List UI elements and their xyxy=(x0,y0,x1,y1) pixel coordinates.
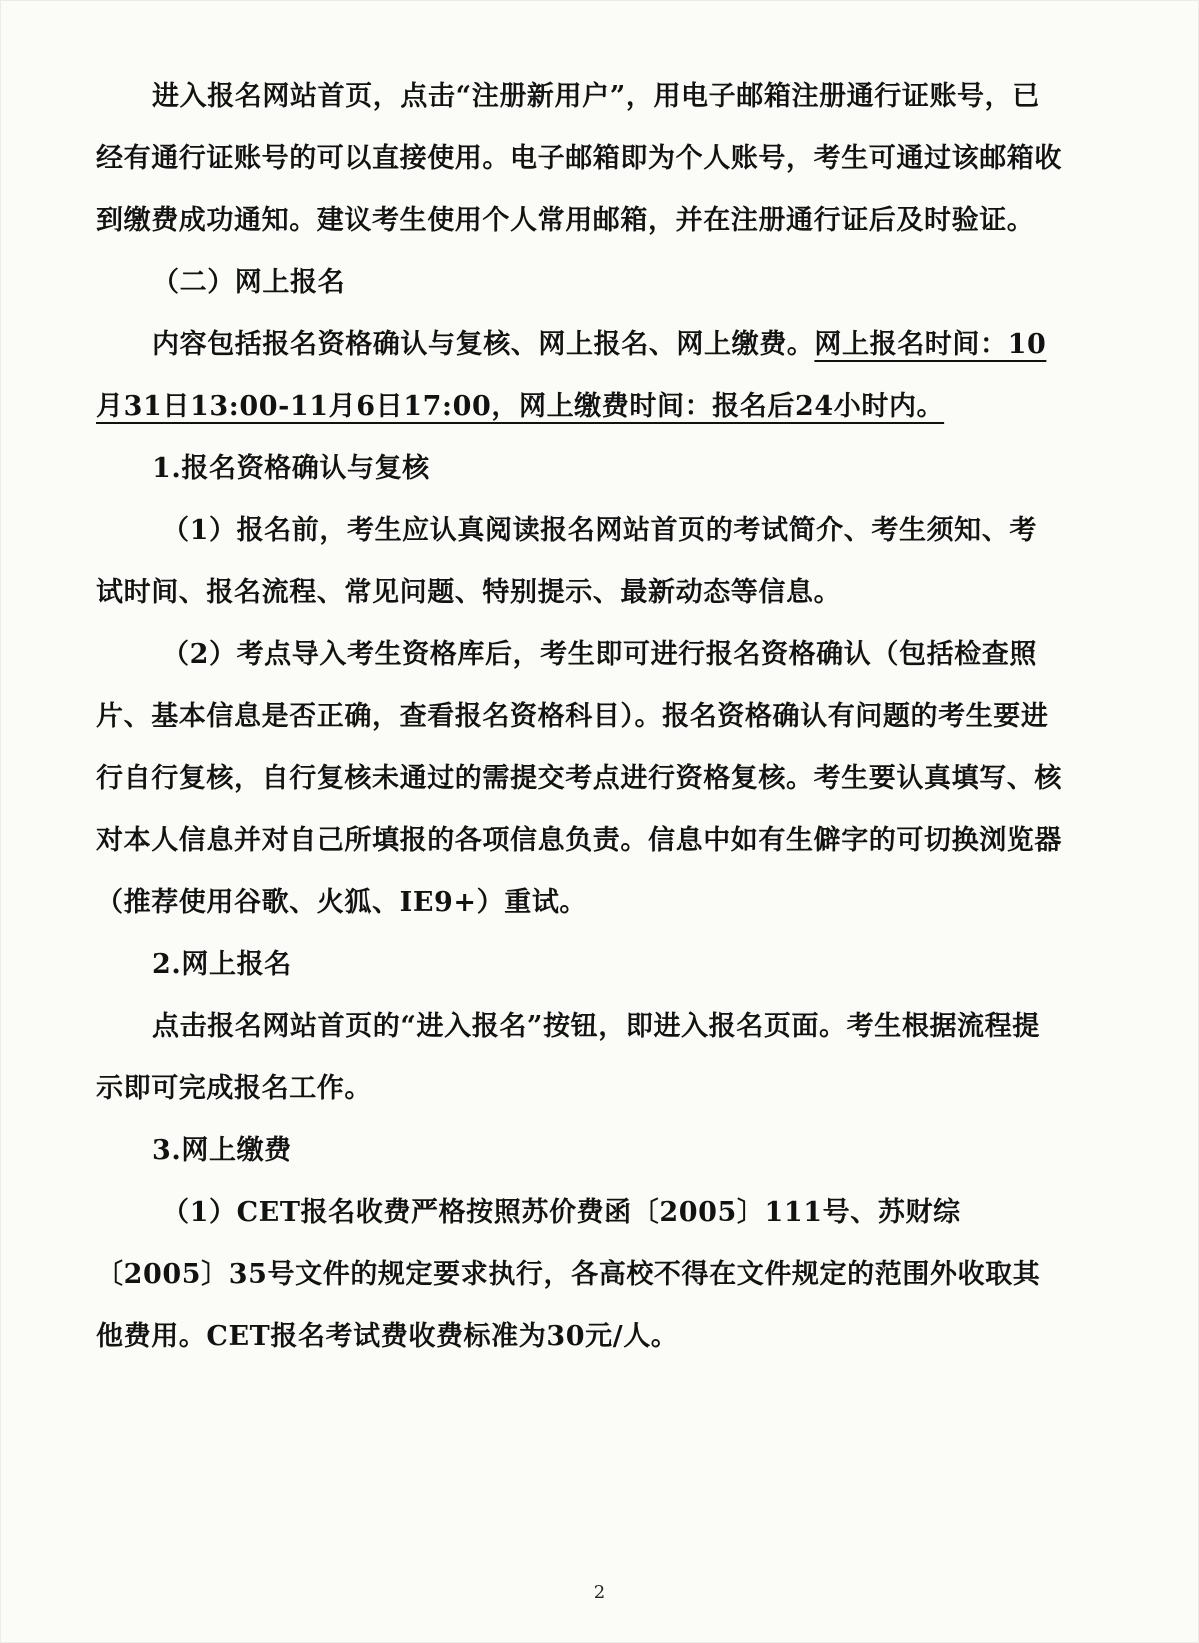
paragraph-online-registration-time: 网上报名时间：10月31日13:00-11月6日17:00，网上缴费时间：报名后24小时内。 xyxy=(96,329,1047,422)
paragraph-before-registration: （1）报名前，考生应认真阅读报名网站首页的考试简介、考生须知、考试时间、报名流程、常见问题、特别提示、最新动态等信息。 xyxy=(96,515,1037,608)
paragraph-registration-account: 进入报名网站首页，点击“注册新用户”，用电子邮箱注册通行证账号，已经有通行证账号的可以直接使用。电子邮箱即为个人账号，考生可通过该邮箱收到缴费成功通知。建议考生使用个人常用邮箱，并在注册通行证后及时验证。 xyxy=(96,81,1062,236)
paragraph-online-registration-lead: 内容包括报名资格确认与复核、网上报名、网上缴费。 xyxy=(152,329,815,360)
paragraph-online-registration-overview xyxy=(96,314,1064,438)
paragraph-enter-registration: 点击报名网站首页的“进入报名”按钮，即进入报名页面。考生根据流程提示即可完成报名工作。 xyxy=(96,1011,1040,1104)
section-heading-online-registration: （二）网上报名 xyxy=(152,267,346,298)
document-content xyxy=(96,66,1064,1368)
subsection-heading-online-payment: 3.网上缴费 xyxy=(152,1135,292,1166)
paragraph-payment-standard: （1）CET报名收费严格按照苏价费函〔2005〕111号、苏财综〔2005〕35号文件的规定要求执行，各高校不得在文件规定的范围外收取其他费用。CET报名考试费收费标准为30元/人。 xyxy=(96,1197,1041,1352)
page-number: 2 xyxy=(593,1582,606,1603)
subsection-heading-online-registration: 2.网上报名 xyxy=(152,949,292,980)
paragraph-qualification-check: （2）考点导入考生资格库后，考生即可进行报名资格确认（包括检查照片、基本信息是否正确，查看报名资格科目）。报名资格确认有问题的考生要进行自行复核，自行复核未通过的需提交考点进行资格复核。考生要认真填写、核对本人信息并对自己所填报的各项信息负责。信息中如有生僻字的可切换浏览器（推荐使用谷歌、火狐、IE9+）重试。 xyxy=(96,639,1062,918)
subsection-heading-qualification: 1.报名资格确认与复核 xyxy=(152,453,430,484)
